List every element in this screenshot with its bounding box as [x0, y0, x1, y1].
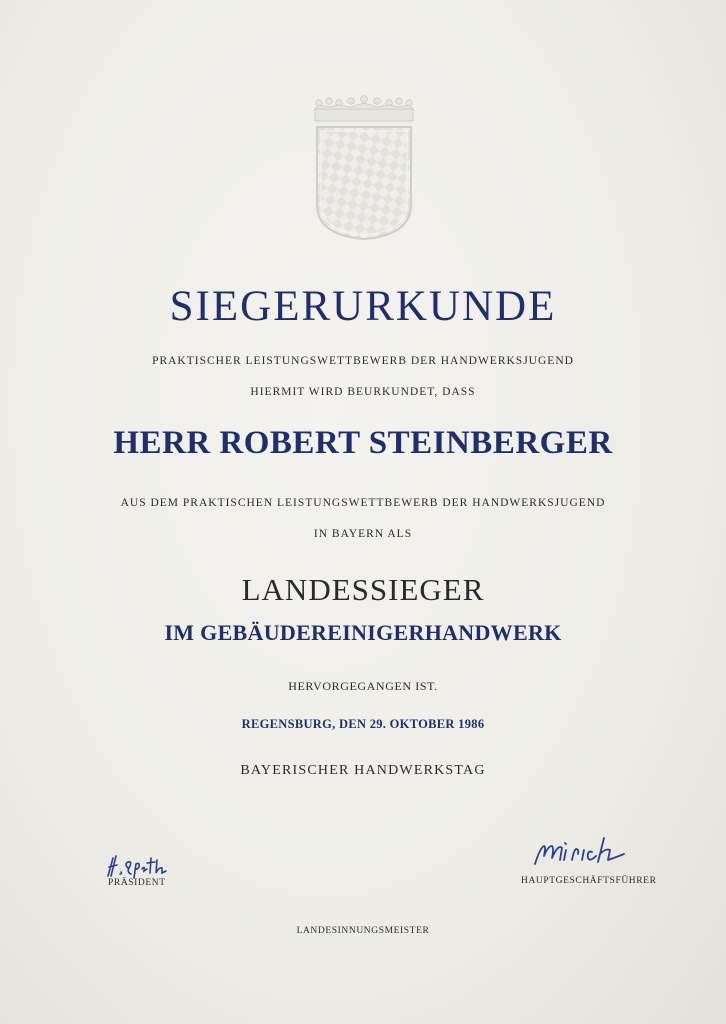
- event-name: BAYERISCHER HANDWERKSTAG: [240, 763, 486, 778]
- result-text: HERVORGEGANGEN IST.: [288, 679, 438, 693]
- president-label: PRÄSIDENT: [108, 878, 166, 888]
- place-and-date: REGENSBURG, DEN 29. OKTOBER 1986: [241, 717, 485, 731]
- managing-director-signature: [532, 834, 650, 870]
- award-rank: LANDESSIEGER: [241, 572, 485, 607]
- certification-intro: HIERMIT WIRD BEURKUNDET, DASS: [250, 386, 476, 398]
- managing-director-label: HAUPTGESCHÄFTSFÜHRER: [521, 876, 657, 886]
- bavarian-coat-of-arms-embossed-icon: [309, 93, 419, 243]
- recipient-name: HERR ROBERT STEINBERGER: [113, 425, 613, 461]
- competition-subtitle: PRAKTISCHER LEISTUNGSWETTBEWERB DER HANDWERKSJUGEND: [152, 355, 574, 367]
- state-guild-master-label: LANDESINNUNGSMEISTER: [296, 926, 430, 936]
- body-text-line-1: AUS DEM PRAKTISCHEN LEISTUNGSWETTBEWERB DER HANDWERKSJUGEND: [120, 497, 606, 509]
- award-trade: IM GEBÄUDEREINIGERHANDWERK: [164, 620, 562, 645]
- certificate-title: SIEGERURKUNDE: [169, 283, 557, 330]
- body-text-line-2: IN BAYERN ALS: [313, 528, 413, 540]
- president-signature: [104, 852, 170, 880]
